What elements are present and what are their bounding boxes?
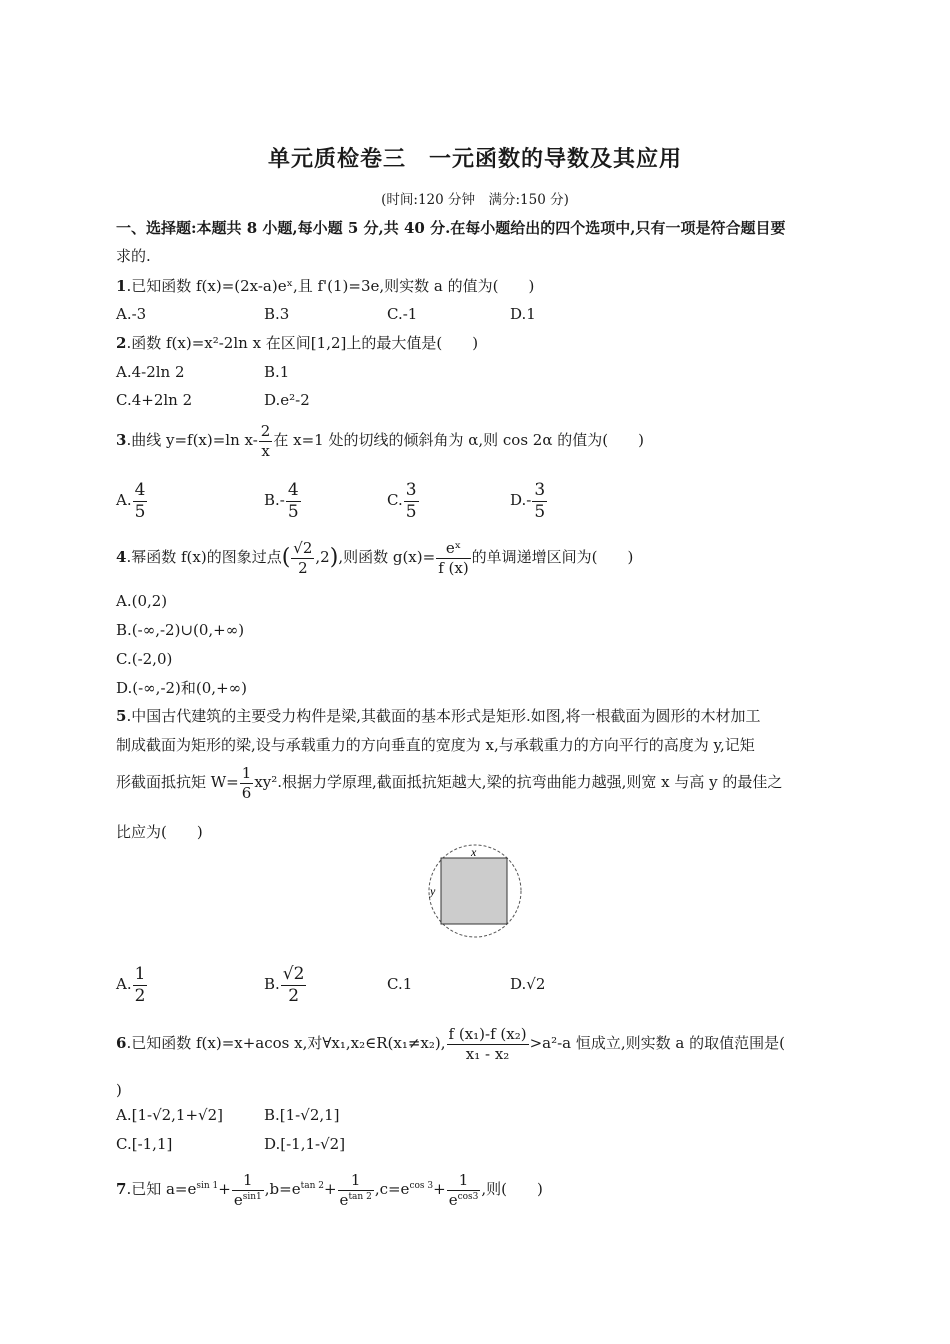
question-text-pre: 形截面抵抗矩 W=: [116, 773, 239, 791]
section-heading-line1: 一、选择题:本题共 8 小题,每小题 5 分,共 40 分.在每小题给出的四个选项中,只有一项是符合题目要: [116, 219, 786, 237]
q6-option-b: B.[1-√2,1]: [264, 1106, 340, 1124]
fraction: [286, 479, 301, 522]
q6-option-c: C.[-1,1]: [116, 1135, 173, 1153]
numerator: 1: [134, 963, 146, 984]
denominator: 5: [134, 501, 146, 522]
fraction: [532, 479, 547, 522]
question-number: 2: [116, 334, 127, 352]
numerator: 1: [243, 1170, 253, 1189]
question-number: 5: [116, 707, 127, 725]
question-number: 7: [116, 1180, 127, 1198]
point-y: ,2: [315, 548, 330, 566]
question-text-post: >a²-a 恒成立,则实数 a 的取值范围是(: [529, 1034, 785, 1052]
q4-option-d: D.(-∞,-2)和(0,+∞): [116, 679, 247, 697]
beam-cross-section-figure: [420, 843, 530, 938]
q4-option-b: B.(-∞,-2)∪(0,+∞): [116, 621, 245, 639]
option-label: C.: [387, 491, 403, 509]
section-heading-line2: 求的.: [116, 247, 151, 265]
question-7: 7.已知 $a=e^{sin 1}+$ $\frac{1}{e^{sin1}}$ $,b=e^{tan 2}+$ $\frac{1}{e^{tan 2}}$ $,c=e^{cos 3}+$ $\frac{1}{e^{cos3}}$ ,则( ): [116, 1170, 543, 1209]
fraction: [240, 763, 254, 802]
denominator-exponent: cos3: [457, 1191, 479, 1202]
left-paren: (: [281, 545, 291, 570]
question-number: 3: [116, 431, 127, 449]
q5-option-c: C.1: [387, 975, 413, 993]
numerator: 3: [405, 479, 417, 500]
question-text-end: ,则( ): [481, 1180, 543, 1198]
text-a: .已知 a=e: [126, 1180, 197, 1198]
q3-option-c: [387, 478, 420, 522]
g-fraction: [436, 538, 470, 577]
q2-option-d: D.e²-2: [264, 391, 310, 409]
denominator: $e^{tan 2}$: [339, 1190, 372, 1209]
q2-option-c: C.4+2ln 2: [116, 391, 193, 409]
denominator: $e^{sin1}$: [233, 1190, 262, 1209]
denominator: 5: [287, 501, 299, 522]
question-text-pre: .曲线 y=f(x)=ln x-: [126, 431, 258, 449]
numerator: 1: [458, 1170, 469, 1189]
fraction: [259, 421, 273, 460]
q2-option-b: B.1: [264, 363, 290, 381]
numerator: 1: [241, 763, 252, 782]
q1-option-b: B.3: [264, 305, 290, 323]
question-2: [116, 333, 478, 353]
question-text: .已知函数 f(x)=(2x-a)eˣ,且 f'(1)=3e,则实数 a 的值为( ): [126, 277, 535, 295]
width-label: x: [471, 845, 477, 859]
fraction-b: [338, 1170, 374, 1209]
numerator: eˣ: [445, 538, 462, 557]
beam-rectangle: [441, 858, 507, 924]
option-label: B.-: [264, 491, 285, 509]
question-number: 6: [116, 1034, 127, 1052]
question-text: .函数 f(x)=x²-2ln x 在区间[1,2]上的最大值是( ): [126, 334, 479, 352]
option-label: A.: [116, 975, 132, 993]
option-label: B.: [264, 975, 280, 993]
numerator: f (x₁)-f (x₂): [448, 1024, 527, 1043]
q6-option-a: A.[1-√2,1+√2]: [116, 1106, 223, 1124]
question-number: 4: [116, 548, 127, 566]
q5-option-d: D.√2: [510, 975, 546, 993]
question-6: [116, 1020, 785, 1066]
difference-quotient: [447, 1024, 529, 1063]
text-c: ,c=e: [374, 1180, 410, 1198]
question-text-pre: .已知函数 f(x)=x+acos x,对∀x₁,x₂∈R(x₁≠x₂),: [126, 1034, 446, 1052]
denominator: x₁ - x₂: [447, 1044, 529, 1062]
question-5-line2: 制成截面为矩形的梁,设与承载重力的方向垂直的宽度为 x,与承载重力的方向平行的高度为 y,记矩: [116, 736, 755, 754]
fraction: [133, 963, 148, 1006]
fraction: [133, 479, 148, 522]
question-number: 1: [116, 277, 127, 295]
denominator: 2: [134, 985, 146, 1006]
q4-option-c: C.(-2,0): [116, 650, 173, 668]
q6-option-d: D.[-1,1-√2]: [264, 1135, 346, 1153]
denominator: f (x): [438, 558, 469, 577]
q3-option-b: [264, 478, 302, 522]
question-text-post: 的单调递增区间为( ): [471, 548, 634, 566]
height-label: y: [430, 884, 436, 898]
q5-option-b: [264, 962, 307, 1006]
denominator: 2: [281, 985, 307, 1005]
text-b: ,b=e: [264, 1180, 301, 1198]
numerator: 4: [287, 479, 299, 500]
question-5-line1: [116, 706, 761, 726]
page-title: 单元质检卷三 一元函数的导数及其应用: [267, 147, 682, 172]
q5-option-a: [116, 962, 148, 1006]
numerator: √2: [293, 538, 313, 557]
numerator: √2: [282, 963, 305, 984]
numerator: 1: [350, 1170, 361, 1189]
numerator: 4: [134, 479, 146, 500]
denominator: $e^{cos3}$: [448, 1190, 479, 1209]
question-1: [116, 276, 534, 296]
denominator: 5: [534, 501, 546, 522]
question-5-line4: 比应为( ): [116, 823, 203, 841]
numerator: 2: [260, 421, 271, 440]
fraction: [404, 479, 419, 522]
question-text: .中国古代建筑的主要受力构件是梁,其截面的基本形式是矩形.如图,将一根截面为圆形的木材加工: [126, 707, 761, 725]
question-4: [116, 534, 633, 581]
q1-option-a: A.-3: [116, 305, 147, 323]
exponent-b: tan 2: [300, 1181, 324, 1191]
question-3: [116, 420, 644, 460]
option-label: D.-: [510, 491, 532, 509]
option-label: A.: [116, 491, 132, 509]
question-6-close: ): [116, 1081, 122, 1099]
question-5-line3: [116, 760, 782, 804]
denominator: 5: [405, 501, 417, 522]
fraction-a: [232, 1170, 264, 1209]
fraction: [281, 963, 307, 1006]
exponent-c: cos 3: [409, 1181, 434, 1191]
denominator-exponent: tan 2: [348, 1191, 372, 1202]
denominator-exponent: sin1: [242, 1191, 262, 1202]
exam-info: (时间:120 分钟 满分:150 分): [381, 192, 569, 208]
right-paren: ): [329, 545, 339, 570]
q4-option-a: A.(0,2): [116, 592, 168, 610]
question-text-post: 在 x=1 处的切线的倾斜角为 α,则 cos 2α 的值为( ): [273, 431, 644, 449]
point-x-fraction: [291, 538, 314, 577]
denominator: x: [259, 441, 273, 459]
q3-option-a: [116, 478, 148, 522]
denominator: 6: [241, 783, 252, 802]
denominator: 2: [291, 558, 314, 576]
fraction-c: [447, 1170, 481, 1209]
q1-option-d: D.1: [510, 305, 536, 323]
q3-option-d: [510, 478, 548, 522]
numerator: 3: [534, 479, 546, 500]
question-text-pre: .幂函数 f(x)的图象过点: [126, 548, 282, 566]
exponent-a: sin 1: [196, 1181, 219, 1191]
q2-option-a: A.4-2ln 2: [116, 363, 185, 381]
question-text-mid: ,则函数 g(x)=: [338, 548, 436, 566]
q1-option-c: C.-1: [387, 305, 418, 323]
question-text-post: xy².根据力学原理,截面抵抗矩越大,梁的抗弯曲能力越强,则宽 x 与高 y 的最佳之: [254, 773, 783, 791]
